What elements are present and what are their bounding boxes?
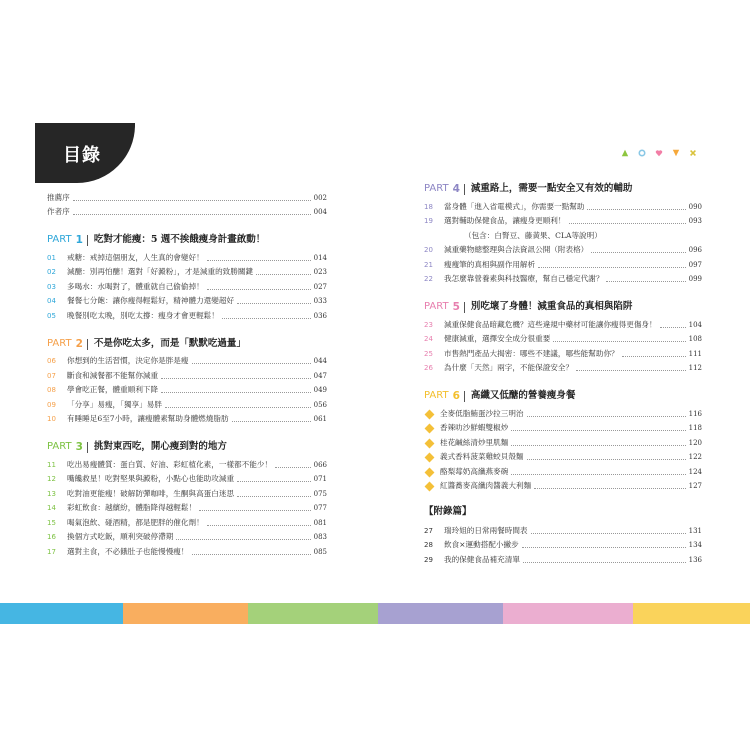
entry-title: 全麥低脂鮪蛋沙拉三明治 [440, 408, 524, 418]
entry-page: 036 [313, 311, 327, 320]
entry-number: 19 [424, 217, 433, 225]
entry-title: 學會吃正餐，體重順利下降 [67, 385, 159, 394]
part-divider [87, 235, 88, 246]
toc-entry[interactable] [424, 361, 702, 376]
entry-title: 飲食×運動搭配小撇步 [444, 540, 519, 549]
dot-leader [256, 274, 311, 275]
toc-entry[interactable] [47, 279, 327, 294]
entry-page: 099 [688, 275, 702, 283]
entry-page: 111 [688, 349, 702, 358]
entry-title: 選對輔助保健食品，讓瘦身更順利！ [444, 216, 566, 225]
entry-title: 選對主食，不必餓肚子也能慢慢瘦！ [67, 546, 189, 556]
entry-title: 作者序 [47, 207, 70, 216]
toc-entry[interactable] [424, 346, 702, 361]
entry-page: 075 [313, 489, 327, 498]
entry-page: 131 [688, 526, 702, 535]
entry-title: 餐餐七分飽：讓你瘦得輕鬆好，精神體力還變超好 [67, 296, 235, 305]
dot-leader [275, 467, 311, 468]
entry-title: 紅醬蕎麥高纖肉醬義大利麵 [440, 481, 532, 490]
toc-entry[interactable] [424, 406, 702, 421]
entry-number: 16 [47, 533, 56, 541]
part-heading [424, 176, 702, 196]
toc-entry[interactable] [424, 435, 702, 450]
part-title: 高纖又低醣的營養瘦身餐 [470, 390, 576, 401]
entry-number: 21 [424, 260, 433, 269]
entry-number: 27 [424, 526, 433, 535]
toc-title-tab [35, 123, 135, 183]
entry-page: 061 [313, 415, 327, 423]
entry-title: 我怎麼靠營養素與科技醫療，幫自己穩定代謝？ [444, 274, 604, 283]
entry-title: 為什麼「天然」兩字，不能保證安全？ [444, 363, 574, 372]
toc-entry[interactable] [47, 472, 327, 487]
toc-entry[interactable] [424, 552, 702, 567]
part-number: 1 [75, 234, 83, 246]
toc-left-column [47, 190, 327, 559]
triangle-down-icon [672, 149, 680, 157]
dot-leader [192, 363, 311, 364]
diamond-bullet-icon [425, 409, 435, 419]
entry-title: 減重保健食品暗藏危機？這些違規中藥材可能讓你瘦得更傷身！ [444, 319, 657, 329]
entry-number: 06 [47, 357, 56, 365]
toc-entry[interactable] [424, 538, 702, 553]
toc-entry[interactable] [424, 421, 702, 436]
decorative-marks [621, 149, 697, 157]
toc-entry[interactable] [47, 383, 327, 398]
dot-leader [207, 525, 311, 526]
toc-entry[interactable] [424, 199, 702, 214]
entry-title: 吃對油更能瘦！破解防彈咖啡，生酮與高蛋白迷思 [67, 488, 235, 498]
entry-number: 01 [47, 253, 56, 262]
diamond-bullet-icon [425, 453, 435, 463]
dot-leader [73, 200, 311, 201]
part-heading [424, 294, 702, 314]
dot-leader [534, 488, 686, 489]
part-label: PART [47, 234, 72, 245]
appendix-title: 【附錄篇】 [424, 506, 472, 517]
toc-entry[interactable] [47, 368, 327, 383]
entry-number: 04 [47, 297, 56, 305]
entry-number: 20 [424, 246, 433, 254]
part-divider [464, 184, 465, 195]
entry-page: 083 [313, 533, 327, 541]
entry-page: 118 [688, 424, 702, 432]
entry-number: 03 [47, 282, 56, 291]
entry-title: 「分享」易瘦，「獨享」易胖 [67, 399, 162, 409]
entry-title: 有睡睡足6至7小時，讓瘦體素幫助身體燃燒脂肪 [67, 414, 229, 423]
part-number: 4 [452, 183, 460, 195]
dot-leader [511, 430, 685, 431]
toc-right-column [424, 176, 702, 567]
entry-number: 23 [424, 320, 433, 329]
part-number: 6 [452, 390, 460, 402]
entry-number: 25 [424, 349, 433, 358]
toc-entry[interactable] [47, 486, 327, 501]
toc-entry[interactable] [424, 450, 702, 465]
entry-title: 瑞玲姐的日常兩餐時間表 [444, 525, 528, 535]
entry-title: 推薦序 [47, 192, 70, 202]
part-divider [464, 302, 465, 313]
diamond-bullet-icon [425, 482, 435, 492]
toc-entry[interactable] [47, 294, 327, 309]
entry-number: 17 [47, 547, 56, 556]
part-title: 挑對東西吃，開心瘦到對的地方 [93, 441, 227, 452]
entry-page: 134 [688, 541, 702, 549]
entry-number: 15 [47, 518, 56, 527]
dot-leader [161, 392, 311, 393]
entry-title: 斷食和減餐都不能幫你減重 [67, 370, 159, 380]
entry-page: 077 [313, 504, 327, 512]
entry-page: 085 [313, 547, 327, 556]
entry-title: 你想到的生活習慣，決定你是胖是瘦 [67, 356, 189, 365]
toc-entry[interactable] [424, 479, 702, 494]
dot-leader [576, 370, 686, 371]
entry-page: 033 [313, 297, 327, 305]
entry-page: 056 [313, 400, 327, 409]
entry-page: 047 [313, 371, 327, 380]
entry-title: 換個方式吃飯，順利突破停滯期 [67, 532, 174, 541]
part-divider [87, 339, 88, 350]
dot-leader [222, 318, 311, 319]
toc-entry[interactable] [424, 228, 702, 243]
entry-title: 健康減重，選擇安全成分很重要 [444, 334, 551, 343]
part-label: PART [424, 390, 449, 401]
heart-icon [655, 149, 663, 157]
entry-number: 10 [47, 415, 56, 423]
diamond-bullet-icon [425, 467, 435, 477]
entry-page: 023 [313, 268, 327, 276]
dot-leader [660, 327, 686, 328]
dot-leader [527, 416, 686, 417]
entry-page: 004 [313, 208, 327, 216]
dot-leader [587, 209, 685, 210]
entry-number: 09 [47, 400, 56, 409]
toc-entry[interactable] [47, 265, 327, 280]
dot-leader [165, 407, 311, 408]
entry-page: 066 [313, 460, 327, 469]
entry-page: 014 [313, 253, 327, 262]
dot-leader [73, 214, 311, 215]
toc-entry[interactable] [47, 544, 327, 559]
entry-title: 當身體「進入省電模式」，你需要一點幫助 [444, 201, 585, 211]
dot-leader [161, 378, 311, 379]
dot-leader [538, 267, 686, 268]
entry-number: 07 [47, 371, 56, 380]
entry-number: 05 [47, 311, 56, 320]
toc-entry[interactable] [47, 308, 327, 323]
toc-entry[interactable] [47, 412, 327, 427]
dot-leader [622, 356, 686, 357]
dot-leader [531, 533, 686, 534]
entry-title: 義式香料菠菜雞蛟貝殼麵 [440, 452, 524, 461]
toc-entry[interactable] [424, 272, 702, 287]
part-divider [87, 442, 88, 453]
entry-title: 市售熱門產品大揭密：哪些不建議，哪些能幫助你？ [444, 348, 619, 358]
entry-page: 071 [313, 475, 327, 483]
part-heading [47, 227, 327, 247]
diamond-bullet-icon [425, 438, 435, 448]
toc-entry[interactable] [47, 515, 327, 530]
toc-entry[interactable] [424, 257, 702, 272]
color-stripe [378, 603, 503, 624]
dot-leader [569, 223, 686, 224]
toc-entry[interactable] [424, 317, 702, 332]
dot-leader [207, 260, 311, 261]
part-title: 不是你吃太多，而是「默默吃過量」 [93, 337, 246, 349]
part-heading [47, 434, 327, 454]
dot-leader [232, 421, 311, 422]
part-label: PART [47, 441, 72, 452]
toc-entry[interactable] [47, 250, 327, 265]
entry-title: 吃出易瘦體質：蛋白質、好油、彩虹植化素，一樣都不能少！ [67, 459, 273, 469]
entry-title: （包含：白腎豆、藤黃果、CLA等說明） [464, 230, 602, 240]
entry-page: 122 [688, 453, 702, 461]
entry-page: 112 [688, 364, 702, 372]
part-label: PART [47, 337, 72, 349]
dot-leader [553, 341, 685, 342]
part-number: 5 [452, 301, 460, 313]
entry-page: 044 [313, 357, 327, 365]
toc-entry[interactable] [47, 397, 327, 412]
entry-page: 104 [688, 320, 702, 329]
entry-page: 002 [313, 193, 327, 202]
entry-number: 12 [47, 475, 56, 483]
entry-title: 彩虹飲食：越繽紛，體脂降得越輕鬆！ [67, 503, 197, 512]
part-title: 別吃壞了身體！減重食品的真相與陷阱 [470, 301, 633, 312]
cross-icon [689, 149, 697, 157]
dot-leader [527, 459, 686, 460]
entry-title: 桂花鹹絲清炒里肌麵 [440, 437, 509, 447]
entry-number: 22 [424, 275, 433, 283]
entry-title: 嘴饞救星！吃對堅果與澱粉，小點心也能助攻減重 [67, 474, 235, 483]
part-heading [424, 383, 702, 403]
part-title: 減重路上，需要一點安全又有效的輔助 [470, 183, 633, 194]
entry-number: 24 [424, 335, 433, 343]
part-label: PART [424, 183, 449, 194]
entry-page: 127 [688, 482, 702, 490]
color-stripe [633, 603, 750, 624]
toc-entry[interactable] [424, 523, 702, 538]
entry-number: 02 [47, 268, 56, 276]
entry-page: 116 [688, 409, 702, 418]
dot-leader [522, 547, 686, 548]
dot-leader [511, 474, 685, 475]
color-stripe-band [0, 603, 750, 624]
color-stripe [123, 603, 248, 624]
toc-entry[interactable] [424, 464, 702, 479]
entry-page: 090 [688, 202, 702, 211]
triangle-icon [621, 149, 629, 157]
entry-number: 11 [47, 460, 56, 469]
toc-entry[interactable] [424, 332, 702, 347]
toc-entry[interactable] [424, 243, 702, 258]
part-number: 3 [75, 441, 83, 453]
dot-leader [207, 289, 311, 290]
dot-leader [237, 496, 311, 497]
dot-leader [523, 562, 686, 563]
diamond-bullet-icon [425, 424, 435, 434]
entry-page: 124 [688, 467, 702, 476]
dot-leader [176, 539, 310, 540]
circle-icon [638, 149, 646, 157]
entry-page: 027 [313, 282, 327, 291]
dot-leader [237, 303, 311, 304]
entry-number: 26 [424, 364, 433, 372]
entry-number: 28 [424, 541, 433, 549]
entry-number: 14 [47, 504, 56, 512]
entry-title: 多喝水：水喝對了，體重就自己偷偷掉！ [67, 281, 204, 291]
entry-page: 108 [688, 335, 702, 343]
part-heading [47, 331, 327, 351]
entry-title: 酪梨莓奶高纖燕麥碗 [440, 466, 509, 476]
color-stripe [0, 603, 123, 624]
entry-title: 香辣叻沙鮮蝦雙椒炒 [440, 423, 509, 432]
dot-leader [199, 510, 311, 511]
toc-entry[interactable] [47, 205, 327, 220]
color-stripe [248, 603, 378, 624]
toc-entry[interactable] [47, 190, 327, 205]
entry-page: 081 [313, 518, 327, 527]
dot-leader [511, 445, 685, 446]
entry-title: 減重藥物總整理與合法資訊公開（附表格） [444, 245, 589, 254]
dot-leader [591, 252, 685, 253]
entry-number: 13 [47, 489, 56, 498]
entry-page: 049 [313, 386, 327, 394]
entry-page: 093 [688, 217, 702, 225]
dot-leader [237, 481, 311, 482]
part-label: PART [424, 301, 449, 312]
entry-title: 戒糖：戒掉這個朋友，人生真的會變好！ [67, 252, 204, 262]
toc-entry[interactable] [47, 501, 327, 516]
entry-title: 瘦瘦筆的真相與副作用解析 [444, 259, 536, 269]
entry-title: 我的保健食品補充清單 [444, 554, 520, 564]
entry-title: 晚餐別吃太晚，別吃太撐：瘦身才會更輕鬆！ [67, 310, 219, 320]
entry-title: 喝氣泡飲、碰酒精，都是肥胖的催化劑！ [67, 517, 204, 527]
color-stripe [503, 603, 633, 624]
entry-page: 136 [688, 555, 702, 564]
toc-entry[interactable] [47, 354, 327, 369]
dot-leader [192, 554, 311, 555]
toc-title: 目錄 [63, 145, 101, 166]
entry-number: 29 [424, 555, 433, 564]
toc-entry[interactable] [47, 457, 327, 472]
entry-page: 096 [688, 246, 702, 254]
toc-entry[interactable] [424, 214, 702, 229]
entry-title: 減醣：別再怕醣！選對「好澱粉」，才是減重的致勝關鍵 [67, 267, 254, 276]
part-divider [464, 391, 465, 402]
part-title: 吃對才能瘦：5 週不挨餓瘦身計畫啟動！ [93, 234, 266, 245]
dot-leader [606, 281, 685, 282]
entry-number: 08 [47, 386, 56, 394]
entry-page: 097 [688, 260, 702, 269]
toc-entry[interactable] [47, 530, 327, 545]
part-number: 2 [75, 337, 83, 350]
entry-page: 120 [688, 438, 702, 447]
entry-number: 18 [424, 202, 433, 211]
